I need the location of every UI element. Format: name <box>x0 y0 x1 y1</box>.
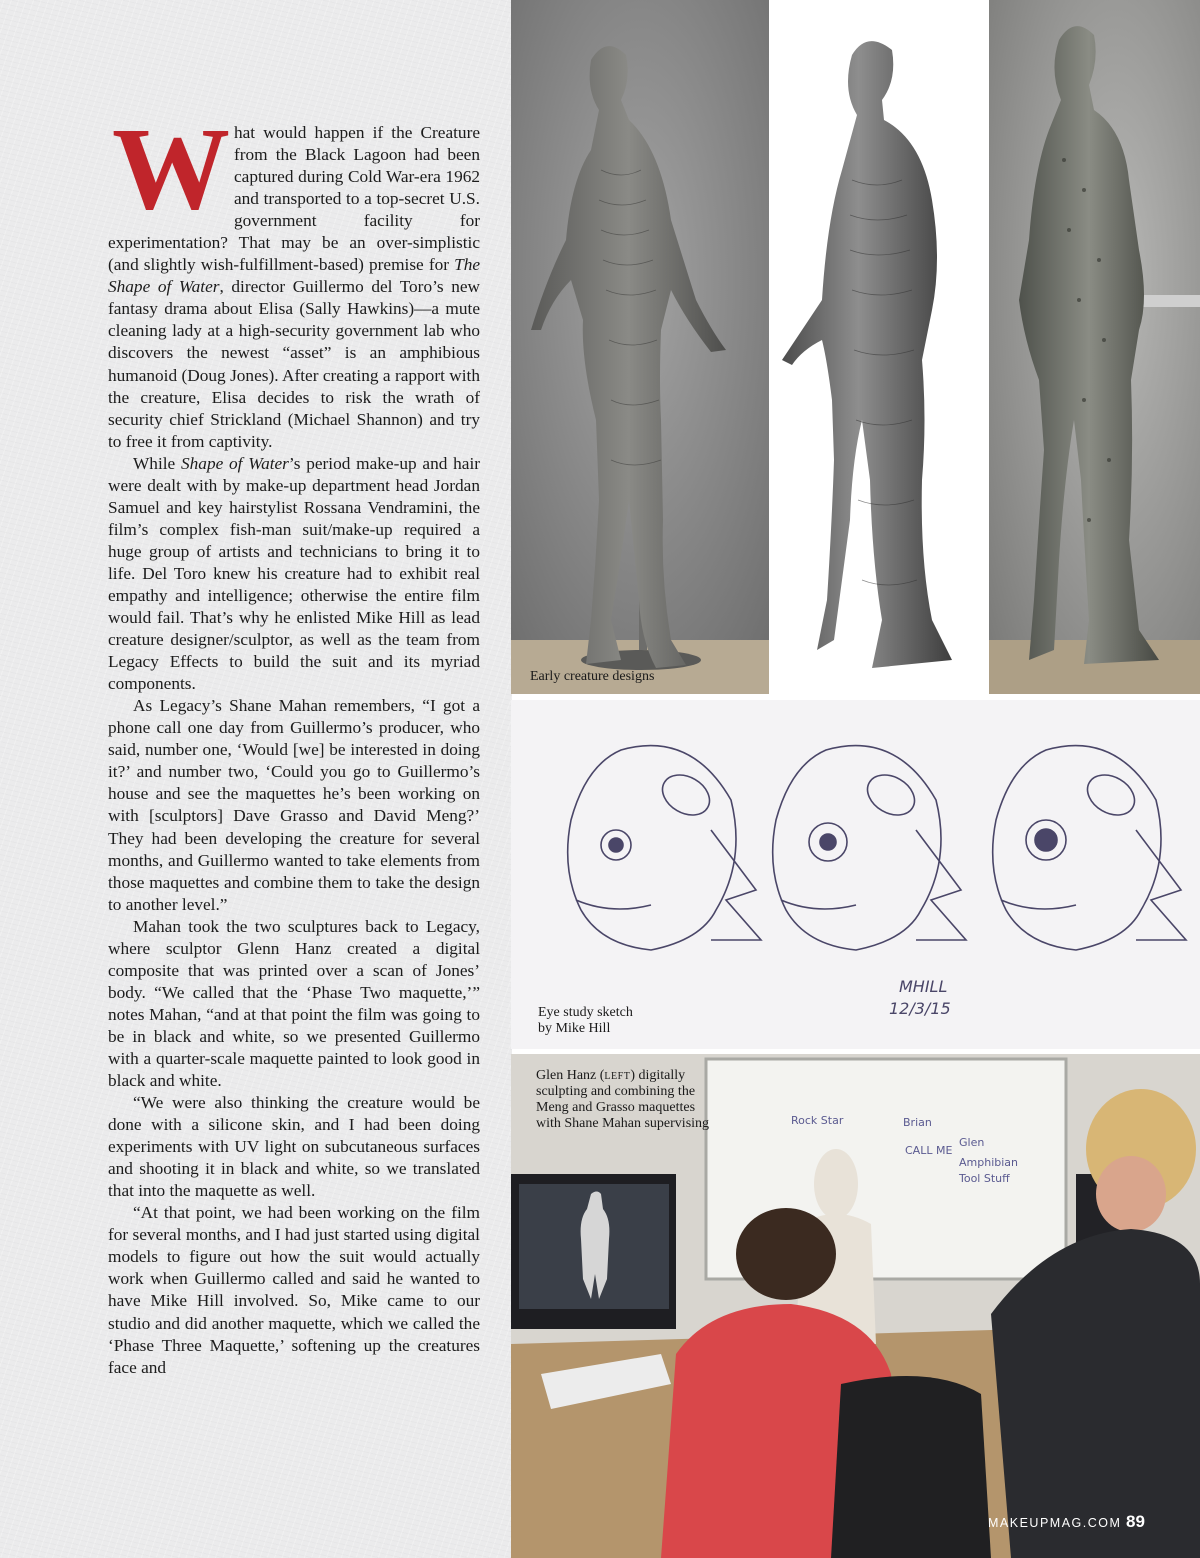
drop-cap: W <box>112 103 226 234</box>
whiteboard-note: Tool Stuff <box>959 1172 1010 1185</box>
page-number: 89 <box>1126 1512 1145 1531</box>
photo-clay-maquette <box>511 0 769 694</box>
article-text: “At that point, we had been working on the film for several months, and I had just started using digital models to figure out how the suit would actually work when Guillermo called and said he wanted to have Mike Hill involved. So, Mike came to our studio and did another maquette, which we called the ‘Phase Three Maquette,’ softening up the creatures face and <box>108 1203 480 1377</box>
whiteboard-note: Amphibian <box>959 1156 1019 1169</box>
article-text: While <box>133 453 182 473</box>
article-text: hat would happen if the Creature from the Black Lagoon had been captured during Cold War-era 1962 and transported to a top-secret U.S. government facility for experimentation? That may be an over-simplistic (and slightly wish-fulfillment-based) premise for <box>108 123 480 275</box>
caption-studio-text: Glen Hanz ( <box>536 1068 605 1083</box>
whiteboard-note: Glen <box>959 1136 985 1149</box>
article-body <box>108 103 480 1379</box>
article-paragraph <box>108 916 480 1092</box>
sketch-signature: MHILL <box>899 977 948 996</box>
photo-painted-maquette <box>989 0 1200 694</box>
whiteboard-note: Rock Star <box>791 1114 844 1127</box>
article-title-italic: The Shape of Water <box>108 255 480 297</box>
article-paragraph <box>108 453 480 696</box>
caption-studio-smallcaps: left <box>604 1068 631 1083</box>
caption-early-designs: Early creature designs <box>530 669 655 684</box>
photo-eye-study-sketch <box>511 700 1200 1049</box>
article-paragraph <box>108 1092 480 1202</box>
article-text: ’s period make-up and hair were dealt with by make-up department head Jordan Samuel and key hairstylist Rossana Vendramini, the film’s complex fish-man suit/make-up required a huge group of artists and technicians to bring it to life. Del Toro knew his creature had to exhibit real empathy and intelligence; otherwise the entire film would fail. That’s why he enlisted Mike Hill as lead creature designer/sculptor, as well as the team from Legacy Effects to build the suit and its myriad components. <box>108 453 480 694</box>
article-paragraph <box>108 695 480 915</box>
whiteboard-note: Brian <box>903 1116 932 1129</box>
photo-digital-render <box>772 0 986 694</box>
article-text: As Legacy’s Shane Mahan remembers, “I got a phone call one day from Guillermo’s producer, who said, number one, ‘Would [we] be interested in doing it?’ and number two, ‘Could you go to Guillermo’s house and see the maquettes he’s been working on with [sculptors] Dave Grasso and David Meng?’ They had been developing the creature for several months, and Guillermo wanted to take elements from those maquettes and combine them to take the design to another level.” <box>108 696 480 914</box>
caption-studio-text-rest: ) digitally sculpting and combining the Meng and Grasso maquettes with Shane Mahan supervising <box>536 1068 710 1131</box>
article-text: “We were also thinking the creature would be done with a silicone skin, and I had been doing experiments with UV light on subcutaneous surfaces and shooting it in black and white, so we translated that into the maquette as well. <box>108 1093 480 1201</box>
whiteboard-note: CALL ME <box>905 1144 953 1157</box>
caption-eye-study-line2: by Mike Hill <box>538 1021 611 1036</box>
caption-eye-study-line1: Eye study sketch <box>538 1005 633 1020</box>
footer-site: MAKEUPMAG.COM <box>988 1516 1122 1530</box>
article-paragraphs <box>108 103 480 1379</box>
caption-eye-study <box>538 1005 633 1037</box>
article-paragraph <box>108 1202 480 1378</box>
article-title-italic: Shape of Water <box>181 453 289 473</box>
sketch-date: 12/3/15 <box>889 999 951 1018</box>
article-text: , director Guillermo del Toro’s new fantasy drama about Elisa (Sally Hawkins)—a mute cleaning lady at a high-security government lab who discovers the newest “asset” is an amphibious humanoid (Doug Jones). After creating a rapport with the creature, Elisa decides to risk the wrath of security chief Strickland (Michael Shannon) and try to free it from captivity. <box>108 277 480 451</box>
caption-studio <box>536 1068 716 1132</box>
article-text: Mahan took the two sculptures back to Legacy, where sculptor Glenn Hanz created a digital composite that was printed over a scan of Jones’ body. “We called that the ‘Phase Two maquette,’” notes Mahan, “and at that point the film was going to be in black and white, so we presented Guillermo with a quarter-scale maquette painted to look good in black and white. <box>108 916 480 1091</box>
